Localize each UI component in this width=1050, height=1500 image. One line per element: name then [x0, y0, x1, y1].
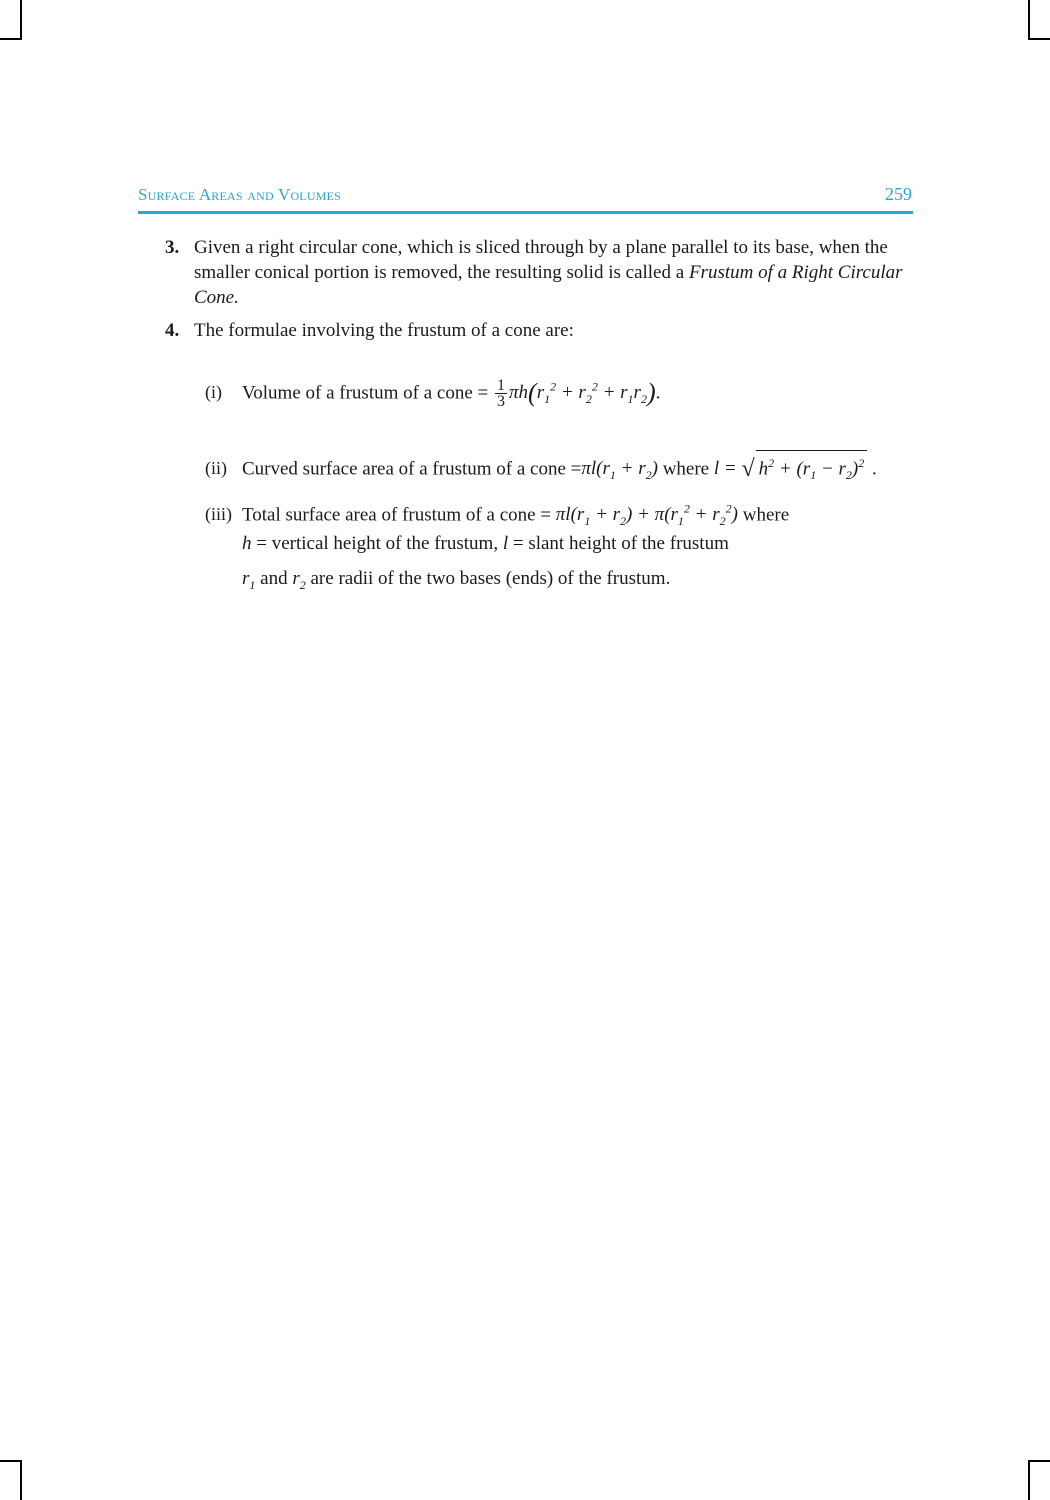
where-word: where	[662, 458, 710, 480]
definition-h-l	[242, 531, 729, 556]
formula-curved-surface: (ii) Curved surface area of a frustum of a cone $=\pi l(r_1 + r_2)$ where l = √ $h^2 + (r_1 - r_2)^2$ .	[205, 450, 877, 488]
symbol-r1: $r_1$	[242, 568, 256, 592]
formula-text: Curved surface area of a frustum of a cone =	[242, 458, 582, 480]
volume-expression: $\pi h(r_1^2 + r_2^2 + r_1r_2)$	[508, 378, 656, 408]
list-item-3	[165, 235, 915, 310]
formula-volume: (i) Volume of a frustum of a cone = $\frac{1}{3}$ $\pi h(r_1^2 + r_2^2 + r_1r_2)$.	[205, 377, 661, 411]
symbol-h: h	[242, 533, 252, 554]
total-expression: $\pi l(r_1 + r_2) + \pi(r_1^2 + r_2^2)$	[555, 502, 738, 529]
crop-mark-bottom-right-h	[1028, 1460, 1050, 1462]
crop-mark-bottom-left-h	[0, 1460, 22, 1462]
item-text	[194, 235, 915, 310]
radii-definition: are radii of the two bases (ends) of the frustum.	[310, 568, 671, 589]
formula-label: (i)	[205, 382, 222, 403]
crop-mark-bottom-right-v	[1028, 1460, 1030, 1500]
l-definition: = slant height of the frustum	[512, 533, 729, 554]
header-rule	[138, 211, 913, 214]
slant-height-expression: l = √ $h^2 + (r_1 - r_2)^2$	[714, 458, 867, 479]
formula-label: (ii)	[205, 458, 227, 479]
item-text-italic: Frustum of a Right Circular Cone.	[194, 262, 903, 308]
formula-text: Total surface area of frustum of a cone =	[242, 504, 552, 526]
item-number: 3.	[165, 237, 180, 258]
formula-label: (iii)	[205, 504, 232, 525]
formula-total-surface	[205, 497, 789, 534]
crop-mark-top-right-h	[1028, 38, 1050, 40]
crop-mark-top-left-h	[0, 38, 22, 40]
crop-mark-bottom-left-v	[20, 1460, 22, 1500]
page-number: 259	[885, 184, 912, 204]
and-word: and	[260, 568, 288, 589]
item-number: 4.	[165, 320, 180, 341]
crop-mark-top-left-v	[20, 0, 22, 40]
item-text-plain: Given a right circular cone, which is sliced through by a plane parallel to its base, when the smaller conical portion is removed, the resulting solid is called a	[194, 237, 888, 283]
where-word: where	[742, 504, 790, 526]
definition-radii	[242, 566, 670, 598]
formula-text: Volume of a frustum of a cone =	[242, 382, 489, 404]
symbol-r2: $r_2$	[292, 568, 306, 592]
curved-expression: $\pi l(r_1 + r_2)$	[581, 458, 658, 483]
symbol-l: l	[502, 533, 509, 554]
item-text: The formulae involving the frustum of a cone are:	[194, 320, 574, 341]
fraction-one-third: $\frac{1}{3}$	[496, 377, 505, 411]
crop-mark-top-right-v	[1028, 0, 1030, 40]
running-header-title: Surface Areas and Volumes	[138, 185, 341, 204]
h-definition: = vertical height of the frustum,	[256, 533, 499, 554]
list-item-4	[165, 318, 915, 343]
